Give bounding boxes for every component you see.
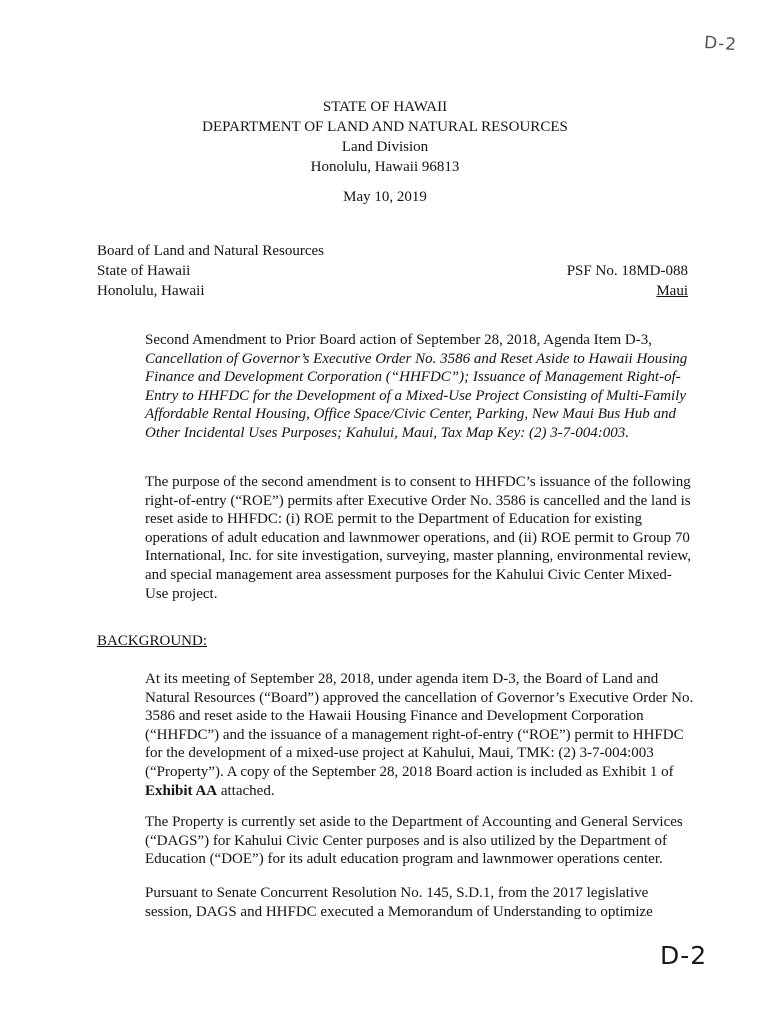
header-state: STATE OF HAWAII bbox=[322, 99, 448, 115]
island-name: Maui bbox=[656, 283, 688, 299]
background-heading: BACKGROUND: bbox=[97, 633, 208, 649]
bg-para1-text: At its meeting of September 28, 2018, under agenda item D-3, the Board of Land and Natural Resources (“Board”) approved the cancellation of Governor’s Executive Order No. 3586 and reset aside to the Hawaii Housing Finance and Development Corporation (“HHFDC”) and the issuance of a management right-of-entry (“ROE”) permit to HHFDC for the development of a mixed-use project at Kahului, Maui, TMK: (2) 3-7-004:003 (“Property”). A copy of the September 28, 2018 Board action is included as Exhibit 1 of bbox=[145, 671, 694, 780]
psf-number: PSF No. 18MD-088 bbox=[566, 263, 688, 279]
background-paragraph-2: The Property is currently set aside to the Department of Accounting and General Services (“DAGS”) for Kahului Civic Center purposes and is also utilized by the Department of Education (“DOE”) for its adult education program and lawnmower operations center. bbox=[145, 814, 683, 868]
subject-italic: Cancellation of Governor’s Executive Order No. 3586 and Reset Aside to Hawaii Housing Finance and Development Corporation (“HHFDC”); Issuance of Management Right-of-Entry to HHFDC for the Development of a Mixed-Use Project Consisting of Multi-Family Affordable Rental Housing, Office Space/Civic Center, Parking, New Maui Bus Hub and Other Incidental Uses Purposes; Kahului, Maui, Tax Map Key: (2) 3-7-004:003. bbox=[145, 350, 688, 441]
addressee-line: Honolulu, Hawaii bbox=[97, 283, 205, 299]
subject-intro: Second Amendment to Prior Board action of September 28, 2018, Agenda Item D-3, bbox=[145, 332, 652, 348]
purpose-paragraph: The purpose of the second amendment is to consent to HHFDC’s issuance of the following right-of-entry (“ROE”) permits after Executive Order No. 3586 is cancelled and the land is reset aside to HHFDC: (i) ROE permit to the Department of Education for existing operations of adult education and lawnmower operations, and (ii) ROE permit to Group 70 International, Inc. for site investigation, surveying, master planning, environmental review, and special management area assessment purposes for the Kahului Civic Center Mixed-Use project. bbox=[145, 474, 691, 602]
psf-block bbox=[520, 261, 688, 301]
background-paragraph-1 bbox=[145, 670, 695, 800]
header-department: DEPARTMENT OF LAND AND NATURAL RESOURCES bbox=[202, 119, 568, 135]
footer-page-mark: D-2 bbox=[660, 941, 708, 970]
addressee-line: State of Hawaii bbox=[97, 263, 191, 279]
exhibit-reference: Exhibit AA bbox=[145, 782, 218, 799]
document-date: May 10, 2019 bbox=[343, 189, 427, 205]
addressee-block bbox=[97, 241, 324, 301]
addressee-line: Board of Land and Natural Resources bbox=[97, 243, 325, 259]
bg-para1-tail: attached. bbox=[217, 782, 275, 799]
letterhead bbox=[0, 97, 770, 177]
header-division: Land Division bbox=[341, 139, 429, 155]
background-paragraph-3: Pursuant to Senate Concurrent Resolution No. 145, S.D.1, from the 2017 legislative session, DAGS and HHFDC executed a Memorandum of Understanding to optimize bbox=[145, 885, 653, 920]
subject-paragraph bbox=[145, 331, 695, 443]
handwritten-page-mark: D-2 bbox=[703, 32, 738, 56]
header-city: Honolulu, Hawaii 96813 bbox=[310, 159, 460, 175]
